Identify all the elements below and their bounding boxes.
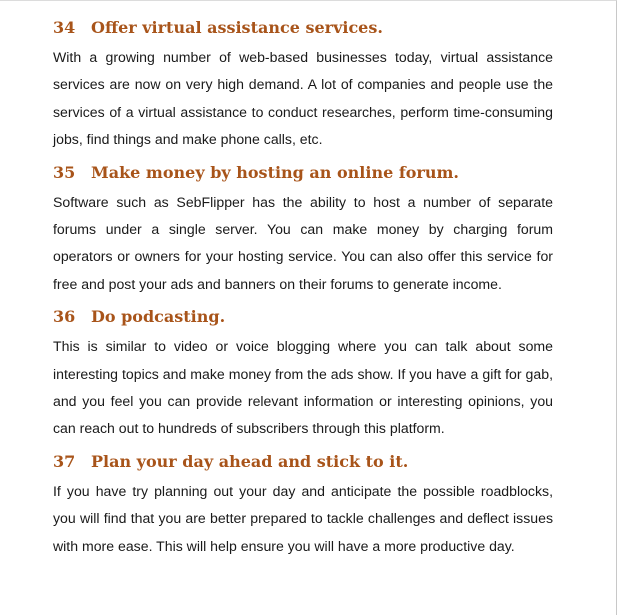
section-number: 35 (53, 162, 76, 182)
section-paragraph: Software such as SebFlipper has the ability to host a number of separate forums under a single server. You can make money by charging forum operators or owners for your hosting service. You can also offer this service for free and post your ads and banners on their forums to generate income. (53, 193, 553, 292)
section-paragraph: This is similar to video or voice blogging where you can talk about some interesting topics and make money from the ads show. If you have a gift for gab, and you feel you can provide relevant information or interesting opinions, you can reach out to hundreds of subscribers through this platform. (53, 338, 553, 437)
section-heading (53, 162, 553, 184)
section-37 (53, 451, 553, 560)
section-number: 36 (53, 307, 76, 327)
section-34 (53, 17, 553, 154)
section-36 (53, 306, 553, 443)
section-title: Plan your day ahead and stick to it. (91, 451, 409, 471)
section-paragraph: With a growing number of web-based businesses today, virtual assistance services are now on very high demand. A lot of companies and people use the services of a virtual assistance to conduct researches, perform time-consuming jobs, find things and make phone calls, etc. (53, 49, 553, 148)
section-35 (53, 162, 553, 299)
section-title: Make money by hosting an online forum. (91, 162, 459, 182)
section-title: Do podcasting. (91, 307, 226, 327)
section-heading (53, 306, 553, 328)
section-heading (53, 451, 553, 473)
section-number: 34 (53, 18, 76, 37)
document-content (53, 17, 553, 568)
section-number: 37 (53, 451, 76, 471)
section-title: Offer virtual assistance services. (91, 18, 383, 37)
section-heading (53, 17, 553, 39)
section-paragraph: If you have try planning out your day and anticipate the possible roadblocks, you will find that you are better prepared to tackle challenges and deflect issues with more ease. This will help ensure you will have a more productive day. (53, 482, 553, 554)
